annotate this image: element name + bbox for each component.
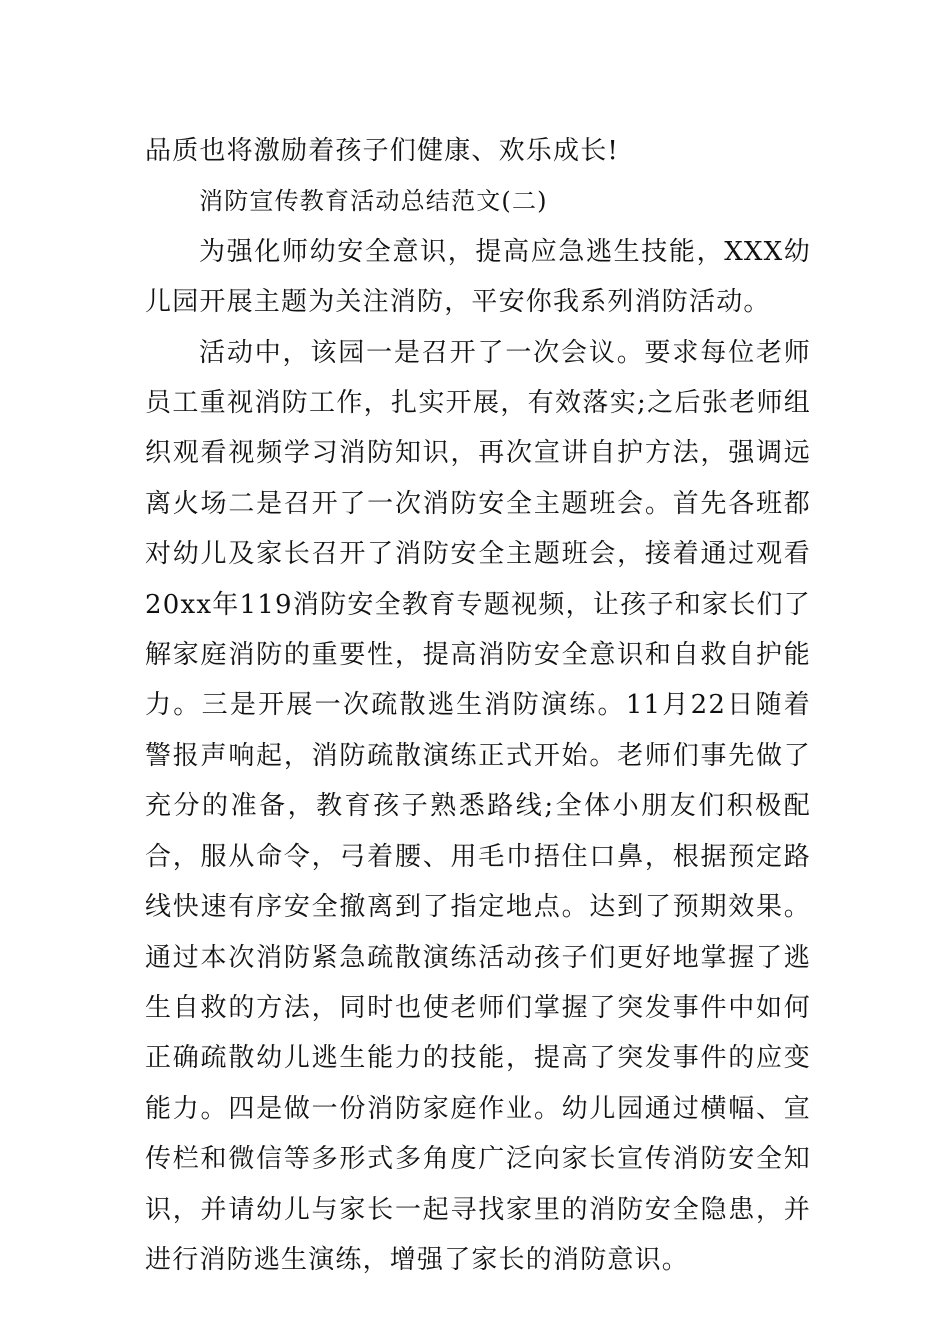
- continuation-paragraph: 品质也将激励着孩子们健康、欢乐成长!: [145, 136, 620, 166]
- body-paragraph: 活动中，该园一是召开了一次会议。要求每位老师员工重视消防工作，扎实开展，有效落实;之后张老师组织观看视频学习消防知识，再次宣讲自护方法，强调远离火场二是召开了一次消防安全主题班会。首先各班都对幼儿及家长召开了消防安全主题班会，接着通过观看20xx年119消防安全教育专题视频，让孩子和家长们了解家庭消防的重要性，提高消防安全意识和自救自护能力。三是开展一次疏散逃生消防演练。11月22日随着警报声响起，消防疏散演练正式开始。老师们事先做了充分的准备，教育孩子熟悉路线;全体小朋友们积极配合，服从命令，弓着腰、用毛巾捂住口鼻，根据预定路线快速有序安全撤离到了指定地点。达到了预期效果。通过本次消防紧急疏散演练活动孩子们更好地掌握了逃生自救的方法，同时也使老师们掌握了突发事件中如何正确疏散幼儿逃生能力的技能，提高了突发事件的应变能力。四是做一份消防家庭作业。幼儿园通过横幅、宣传栏和微信等多形式多角度广泛向家长宣传消防安全知识，并请幼儿与家长一起寻找家里的消防安全隐患，并进行消防逃生演练，增强了家长的消防意识。: [145, 337, 811, 1275]
- intro-paragraph: 为强化师幼安全意识，提高应急逃生技能，XXX幼儿园开展主题为关注消防，平安你我系列消防活动。: [145, 236, 811, 318]
- section-title: 消防宣传教育活动总结范文(二): [199, 187, 548, 216]
- document-body: [145, 126, 811, 1285]
